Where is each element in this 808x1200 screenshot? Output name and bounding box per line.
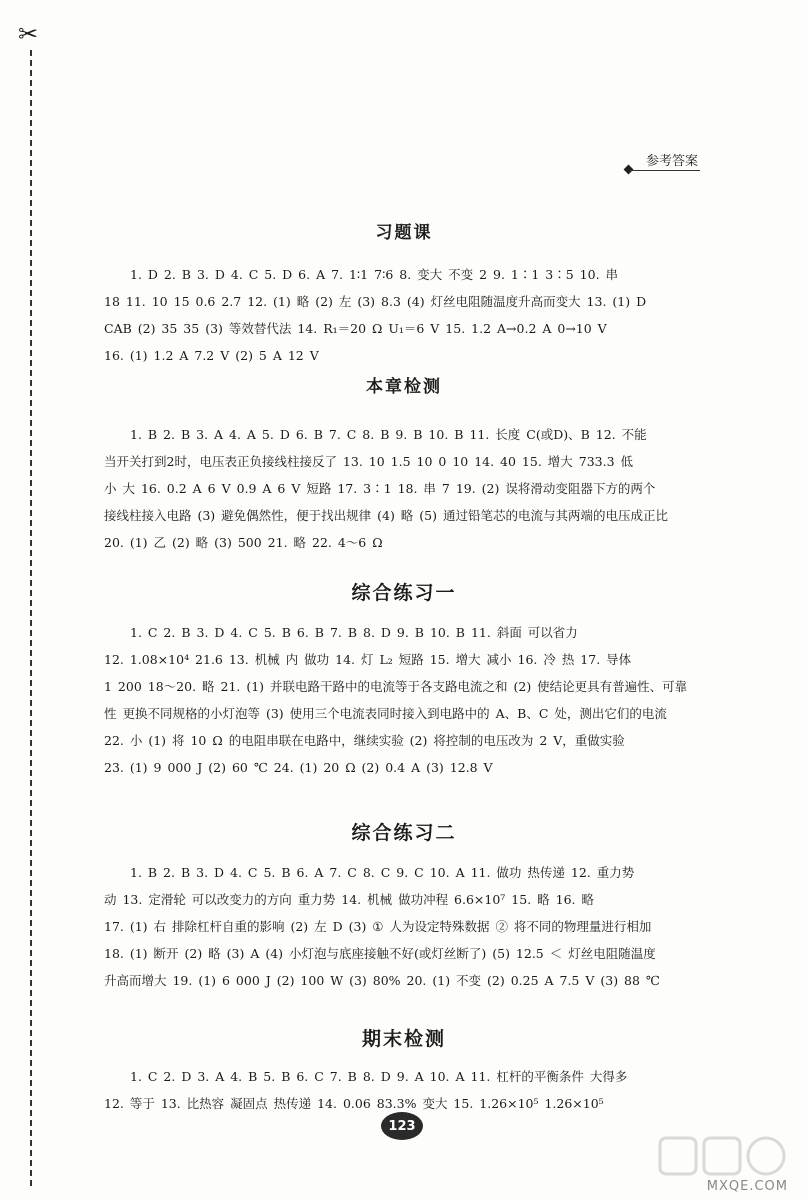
answer-line: 性 更换不同规格的小灯泡等 (3) 使用三个电流表同时接入到电路中的 A、B、C 处，测出它们的电流 (104, 706, 667, 721)
scissors-icon: ✂ (18, 20, 39, 48)
section-comprehensive-2 (104, 818, 704, 994)
answer-line: 12. 等于 13. 比热容 凝固点 热传递 14. 0.06 83.3% 变大 15. 1.26×10⁵ 1.26×10⁵ (104, 1096, 604, 1111)
answer-line: 23. (1) 9 000 J (2) 60 ℃ 24. (1) 20 Ω (2) 0.4 A (3) 12.8 V (104, 760, 493, 775)
answer-line: 18. (1) 断开 (2) 略 (3) A (4) 小灯泡与底座接触不好(或灯丝断了) (5) 12.5 ＜ 灯丝电阻随温度 (104, 946, 656, 961)
answer-line: 1. D 2. B 3. D 4. C 5. D 6. A 7. 1∶1 7∶6 8. 变大 不变 2 9. 1∶1 3∶5 10. 串 (130, 267, 619, 282)
section-body (104, 421, 704, 556)
section-chapter-test (104, 372, 704, 556)
answer-line: CAB (2) 35 35 (3) 等效替代法 14. R₁＝20 Ω U₁＝6 V 15. 1.2 A→0.2 A 0→10 V (104, 321, 607, 336)
answer-line: 升高而增大 19. (1) 6 000 J (2) 100 W (3) 80% 20. (1) 不变 (2) 0.25 A 7.5 V (3) 88 ℃ (104, 973, 660, 988)
section-exercise-class (104, 218, 704, 369)
answer-line: 1 200 18～20. 略 21. (1) 并联电路干路中的电流等于各支路电流之和 (2) 使结论更具有普遍性、可靠 (104, 679, 688, 694)
section-body (104, 261, 704, 369)
answer-line: 1. C 2. B 3. D 4. C 5. B 6. B 7. B 8. D 9. B 10. B 11. 斜面 可以省力 (130, 625, 578, 640)
section-title: 本章检测 (366, 377, 442, 397)
cut-line (30, 50, 32, 1186)
page-number-badge: 123 (381, 1112, 423, 1140)
answer-line: 小 大 16. 0.2 A 6 V 0.9 A 6 V 短路 17. 3∶1 18. 串 7 19. (2) 误将滑动变阻器下方的两个 (104, 481, 656, 496)
section-title: 期末检测 (361, 1028, 446, 1050)
answer-line: 17. (1) 右 排除杠杆自重的影响 (2) 左 D (3) ① 人为设定特殊数据 ② 将不同的物理量进行相加 (104, 919, 652, 934)
watermark-domain: MXQE.COM (706, 1179, 788, 1194)
answer-line: 22. 小 (1) 将 10 Ω 的电阻串联在电路中，继续实验 (2) 将控制的电压改为 2 V，重做实验 (104, 733, 625, 748)
section-title: 综合练习一 (351, 582, 457, 604)
answer-line: 当开关打到2时，电压表正负接线柱接反了 13. 10 1.5 10 0 10 14. 40 15. 增大 733.3 低 (104, 454, 634, 469)
answer-line: 1. C 2. D 3. A 4. B 5. B 6. C 7. B 8. D 9. A 10. A 11. 杠杆的平衡条件 大得多 (130, 1069, 628, 1084)
section-body (104, 1063, 704, 1117)
section-title: 综合练习二 (351, 822, 457, 844)
answer-line: 16. (1) 1.2 A 7.2 V (2) 5 A 12 V (104, 348, 319, 363)
header-tag: 参考答案 (645, 154, 698, 169)
answer-line: 18 11. 10 15 0.6 2.7 12. (1) 略 (2) 左 (3) 8.3 (4) 灯丝电阻随温度升高而变大 13. (1) D (104, 294, 647, 309)
section-title: 习题课 (375, 223, 433, 243)
header-rule (630, 170, 700, 171)
section-comprehensive-1 (104, 578, 704, 781)
section-final-test (104, 1024, 704, 1117)
answer-line: 12. 1.08×10⁴ 21.6 13. 机械 内 做功 14. 灯 L₂ 短路 15. 增大 减小 16. 冷 热 17. 导体 (104, 652, 632, 667)
answer-line: 1. B 2. B 3. D 4. C 5. B 6. A 7. C 8. C 9. C 10. A 11. 做功 热传递 12. 重力势 (130, 865, 635, 880)
answer-line: 20. (1) 乙 (2) 略 (3) 500 21. 略 22. 4～6 Ω (104, 535, 383, 550)
answer-line: 接线柱接入电路 (3) 避免偶然性，便于找出规律 (4) 略 (5) 通过铅笔芯的电流与其两端的电压成正比 (104, 508, 668, 523)
answer-line: 1. B 2. B 3. A 4. A 5. D 6. B 7. C 8. B 9. B 10. B 11. 长度 C(或D)、B 12. 不能 (130, 427, 647, 442)
section-body (104, 859, 704, 994)
answer-line: 动 13. 定滑轮 可以改变力的方向 重力势 14. 机械 做功冲程 6.6×10⁷ 15. 略 16. 略 (104, 892, 594, 907)
section-body (104, 619, 704, 781)
